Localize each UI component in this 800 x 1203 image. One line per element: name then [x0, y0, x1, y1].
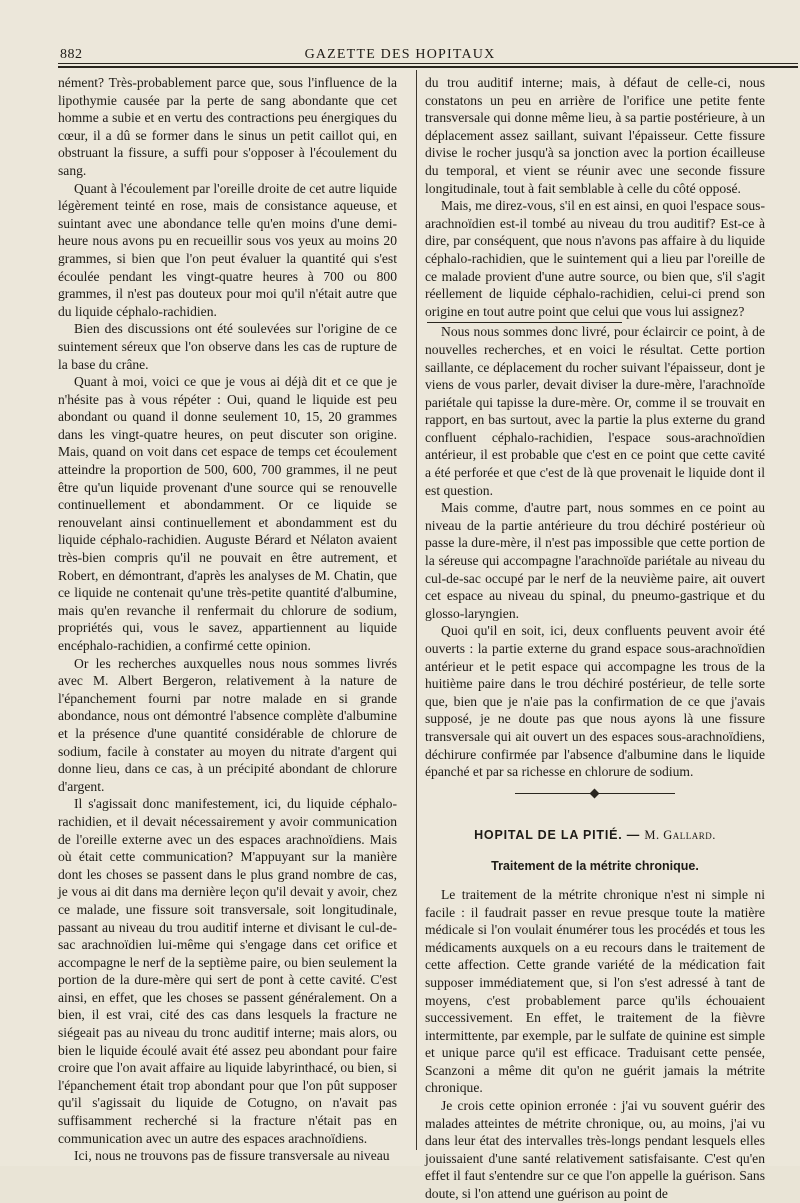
paragraph: du trou auditif interne; mais, à défaut de celle-ci, nous constatons un peu en arrière de l'orifice une petite fente transversale qui donne même lieu, à sa partie postérieure, à un déplacement assez saillant, suivant l'épaisseur. Cette fissure divise le rocher jusqu'à sa jonction avec la portion écailleuse du temporal, et vient se réunir avec une seconde fissure longitudinale, tout à fait semblable à celle du côté opposé.	[425, 75, 765, 196]
section-heading-title: HOPITAL DE LA PITIÉ. —	[474, 827, 641, 842]
paragraph: nément? Très-probablement parce que, sous l'influence de la lipothymie causée par la perte de sang abondante que cet homme a subie et en vertu des contractions peu énergiques du cœur, il a dû se former dans le sinus un petit caillot qui, en obstruant la fissure, a suffi pour s'opposer à l'écoulement du sang.	[58, 75, 397, 178]
paragraph: Mais comme, d'autre part, nous sommes en ce point au niveau de la partie antérieure du trou déchiré postérieur où passe la dure-mère, il n'est pas impossible que cette portion de la séreuse qui accompagne l'arachnoïde pariétale au niveau du cul-de-sac occupé par le nerf de la neuvième paire, ait ouvert cet espace au niveau du spinal, du pneumo-gastrique et du glosso-laryngien.	[425, 500, 765, 621]
paragraph: Nous nous sommes donc livré, pour éclaircir ce point, à de nouvelles recherches, et en voici le résultat. Cette portion saillante, ce déplacement du rocher suivant l'épaisseur, dont je viens de vous parler, devait diviser la dure-mère, l'arachnoïde pariétale qui tapisse la dure-mère. Or, comme il se trouvait en rapport, en bas surtout, avec la partie la plus externe du grand confluent céphalo-rachidien, l'espace sous-arachnoïdien antérieur, il est probable que c'est en ce point que cette cavité a été perforée et que c'est de là que provenait le liquide dont il est question.	[425, 324, 765, 498]
column-divider	[416, 70, 417, 1150]
section-separator-ornament	[515, 789, 675, 799]
paragraph: Le traitement de la métrite chronique n'est ni simple ni facile : il faudrait passer en revue presque toute la matière médicale si l'on voulait énumérer tous les procédés et tous les médicaments auxquels on a eu recours dans le traitement de cette affection. Cette grande variété de la médication fait supposer immédiatement que, si l'on s'est adressé à tant de moyens, c'est probablement parce qu'ils échouaient successivement. En effet, le traitement de la fièvre intermittente, par exemple, par le sulfate de quinine est simple et unique parce qu'il est efficace. Traduisant cette pensée, Scanzoni a même dit qu'on ne guérit jamais la métrite chronique.	[425, 886, 765, 1096]
section-subtitle: Traitement de la métrite chronique.	[491, 859, 699, 874]
paragraph: Je crois cette opinion erronée : j'ai vu souvent guérir des malades atteintes de métrite chronique, ou, au moins, j'ai vu dans leur état des intervalles très-longs pendant lesquels elles jouissaient d'une santé relativement satisfaisante. C'est qu'en effet il faut s'entendre sur ce que l'on appelle la guérison. Sans doute, si l'on attend une guérison au point de	[425, 1098, 765, 1202]
page-number: 882	[60, 47, 83, 62]
paragraph: Bien des discussions ont été soulevées sur l'origine de ce suintement séreux que l'on observe dans les cas de rupture de la base du crâne.	[58, 321, 397, 372]
paragraph: Quant à moi, voici ce que je vous ai déjà dit et ce que je n'hésite pas à vous répéter : Oui, quand le liquide est peu abondant ou quand il donne seulement 10, 15, 20 grammes dans les vingt-quatre heures, on peut discuter son origine. Mais, quand on voit dans cet espace de temps cet écoulement atteindre la proportion de 500, 600, 700 grammes, il ne peut être qu'un liquide provenant d'une source qui se renouvelle continuellement et abondamment. Or ce liquide se renouvelant ainsi continuellement et abondamment est du liquide céphalo-rachidien. Auguste Bérard et Nélaton avaient très-bien compris qu'il ne pouvait en être autrement, et Robert, en démontrant, d'après les analyses de M. Chatin, que ce liquide ne contenait qu'une très-petite quantité d'albumine, mais qu'en revanche il renfermait du chlorure de sodium, propriétés qui, vous le savez, appartiennent au liquide encéphalo-rachidien, a confirmé cette opinion.	[58, 374, 397, 653]
paragraph: Quant à l'écoulement par l'oreille droite de cet autre liquide légèrement teinté en rose, mais de consistance aqueuse, et suintant avec une abondance telle qu'en moins d'une demi-heure nous avons pu en recueillir sous vos yeux au moins 20 grammes, si bien que l'on peut évaluer la quantité qui s'est écoulée pendant les vingt-quatre heures à 700 ou 800 grammes, il n'est pas douteux pour moi qu'il n'était autre que du liquide céphalo-rachidien.	[58, 180, 397, 319]
section-heading	[425, 827, 765, 845]
paragraph: Quoi qu'il en soit, ici, deux confluents peuvent avoir été ouverts : la partie externe du grand espace sous-arachnoïdien antérieur et le petit espace qui accompagne les trous de la huitième paire dans le trou déchiré postérieur, de telle sorte que, bien que je n'aie pas la confirmation de ce que j'avais supposé, je ne doute pas que nous ayons là une fissure transversale qui ait ouvert un des espaces sous-arachnoïdiens, déchirure confirmée par l'absence d'albumine dans le liquide épanché et par sa richesse en chlorure de sodium.	[425, 623, 765, 780]
header-rule	[58, 63, 798, 64]
running-title: GAZETTE DES HOPITAUX	[304, 47, 496, 62]
right-column	[425, 74, 765, 1203]
left-column	[58, 74, 397, 1165]
paragraph: Or les recherches auxquelles nous nous sommes livrés avec M. Albert Bergeron, relativement à la nature de l'épanchement fourni par notre malade en si grande abondance, nous ont démontré l'absence complète d'albumine et la présence d'une quantité considérable de chlorure de sodium, facile à constater au moyen du nitrate d'argent qui donne lieu, dans ce cas, à un précipité abondant de chlorure d'argent.	[58, 655, 397, 794]
paragraph: Mais, me direz-vous, s'il en est ainsi, en quoi l'espace sous-arachnoïdien est-il tombé au niveau du trou auditif? Est-ce à dire, par conséquent, que nous n'avons pas affaire à du liquide céphalo-rachidien, que le suintement qui a lieu par l'oreille de ce malade provient d'une autre source, ou bien que, s'il s'agit réellement de liquide céphalo-rachidien, celui-ci prend son origine en tout autre point que celui que vous lui assignez?	[425, 198, 765, 319]
paragraph: Il s'agissait donc manifestement, ici, du liquide céphalo-rachidien, et il devait nécessairement y avoir communication de l'oreille externe avec un des espaces arachnoïdiens. Mais où était cette communication? M'appuyant sur la manière dont les choses se passent dans le plus grand nombre de cas, je vous ai dit dans ma dernière leçon qu'il devait y avoir, chez ce malade, une fissure soit transversale, soit longitudinale, passant au niveau du trou auditif interne et divisant le cul-de-sac arachnoïdien lui-même qui s'engage dans cet orifice et accompagne le nerf de la septième paire, ou bien seulement la portion de la dure-mère qui sert de pont à cette cavité. C'est ainsi, en effet, que les choses se passent généralement. On a bien, il est vrai, cité des cas dans lesquels la fracture ne siégeait pas au niveau du tronc auditif interne; mais alors, ou bien le liquide écoulé avait été assez peu abondant pour faire croire que l'on avait affaire au liquide labyrinthacé, ou bien, si l'épanchement était trop abondant pour que l'on pût supposer qu'il s'agissait du liquide de Cotugno, on n'avait pas suffisamment recherché si la fracture n'était pas en communication avec un autre des espaces arachnoïdiens.	[58, 796, 397, 1146]
section-heading-author: M. Gallard.	[644, 827, 716, 842]
paragraph: Ici, nous ne trouvons pas de fissure transversale au niveau	[74, 1148, 390, 1164]
header-rule-thick	[58, 66, 798, 68]
